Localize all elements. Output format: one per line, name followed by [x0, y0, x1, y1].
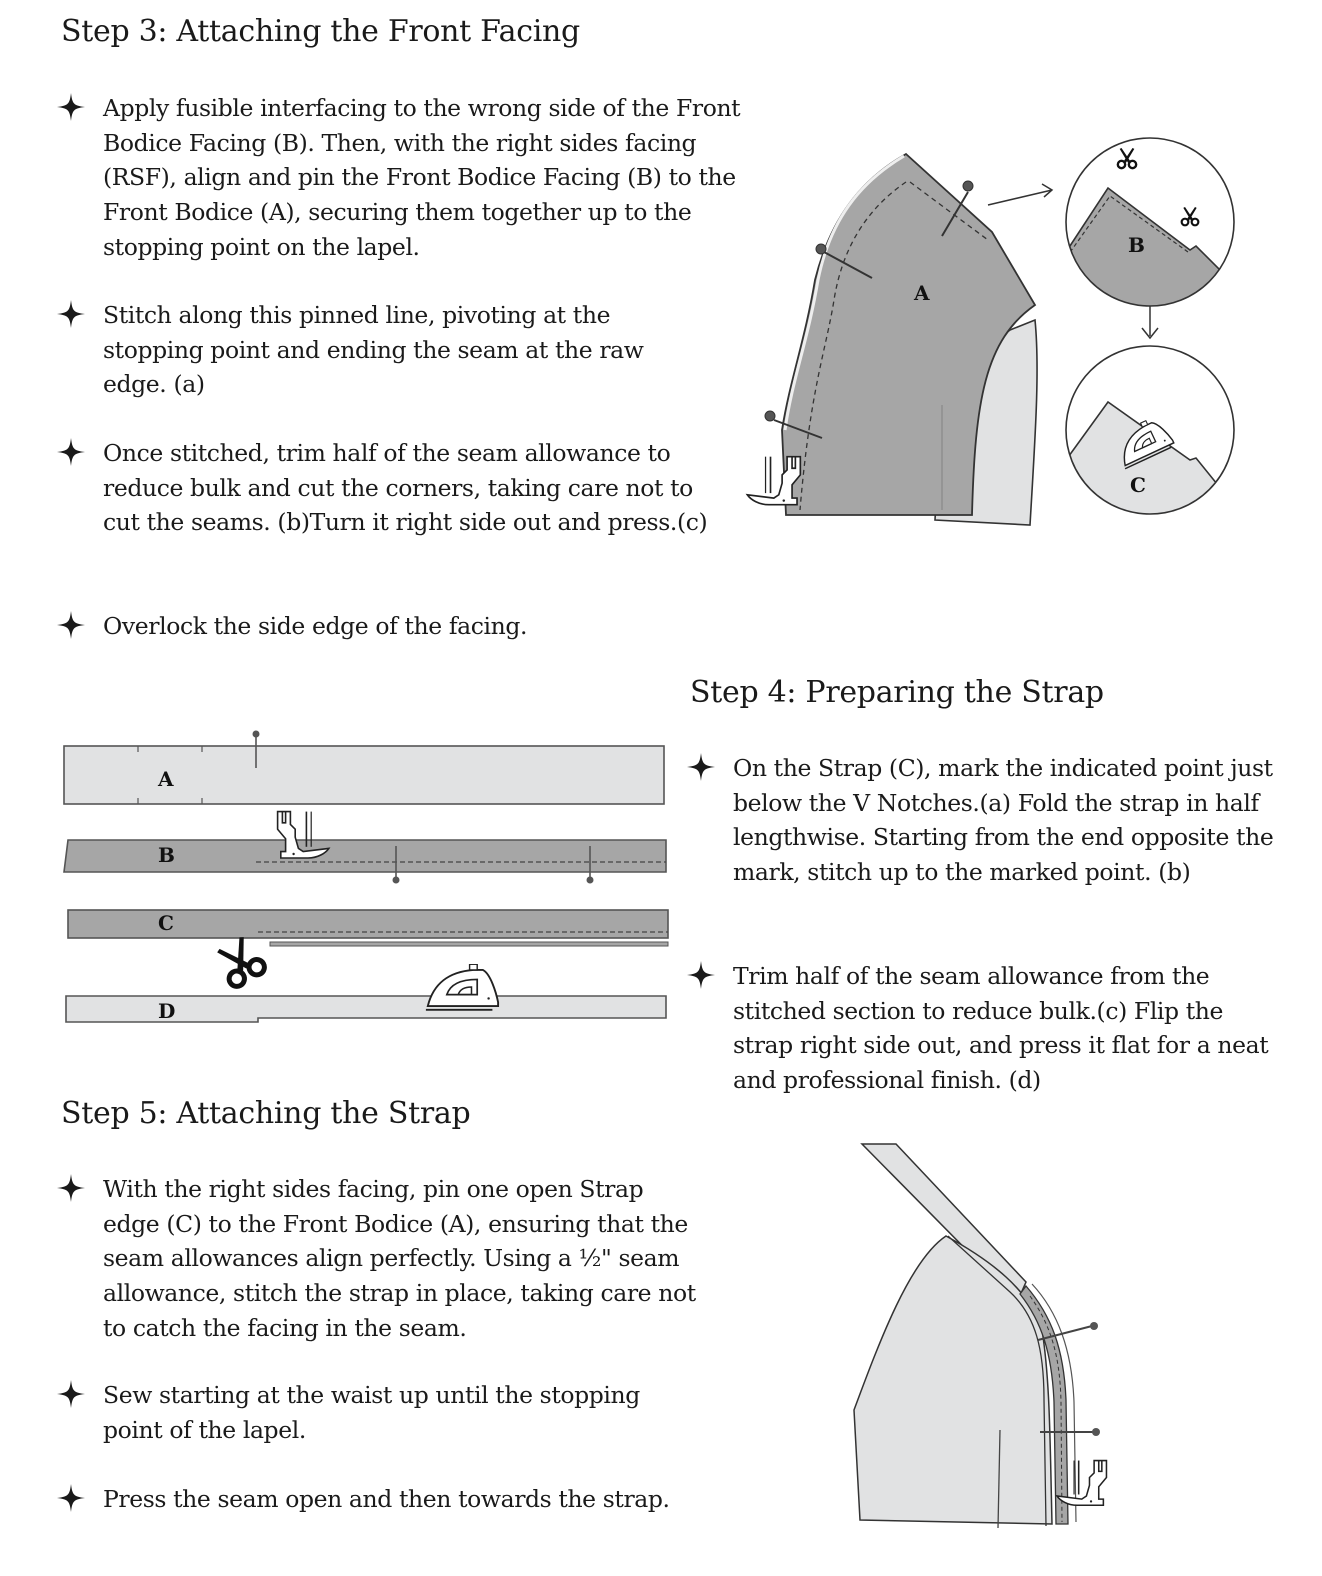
- step4-figure: [60, 726, 680, 1026]
- label-c: C: [1130, 473, 1146, 497]
- step5-bullet: [103, 1172, 703, 1346]
- four-point-star-icon: [57, 1380, 85, 1408]
- step3-bullet-text: Overlock the side edge of the facing.: [103, 612, 528, 640]
- step3-bullet-text: Apply fusible interfacing to the wrong side of the Front Bodice Facing (B). Then, with the right sides facing (RSF), align and pin the Front Bodice Facing (B) to the Front Bodice (A), securing them together up to the stopping point on the lapel.: [103, 94, 741, 261]
- iron-icon: [426, 964, 498, 1010]
- four-point-star-icon: [687, 753, 715, 781]
- step3-figure: [730, 140, 1250, 530]
- scissors-icon: [1182, 207, 1199, 225]
- step5-bullet-text: Sew starting at the waist up until the stopping point of the lapel.: [103, 1381, 640, 1444]
- scissors-icon: [213, 933, 267, 989]
- strap-a: [64, 746, 664, 804]
- four-point-star-icon: [57, 438, 85, 466]
- step4-bullet: [733, 959, 1273, 1098]
- step5-bullet: [103, 1482, 743, 1517]
- label-b: B: [1128, 233, 1145, 257]
- step5-heading: Step 5: Attaching the Strap: [61, 1096, 471, 1131]
- step4-heading: Step 4: Preparing the Strap: [690, 675, 1104, 710]
- step5-bullet-text: With the right sides facing, pin one open Strap edge (C) to the Front Bodice (A), ensuring that the seam allowances align perfectly. Using a ½" seam allowance, stitch the strap in place, taking care not to catch the facing in the seam.: [103, 1175, 696, 1342]
- label-d: D: [158, 999, 176, 1023]
- step3-bullet-text: Once stitched, trim half of the seam allowance to reduce bulk and cut the corners, taking care not to cut the seams. (b)Turn it right side out and press.(c): [103, 439, 708, 537]
- four-point-star-icon: [57, 611, 85, 639]
- label-c: C: [158, 911, 174, 935]
- step4-bullet: [733, 751, 1293, 890]
- presser-foot-icon: [278, 812, 329, 858]
- label-a: A: [914, 281, 930, 305]
- four-point-star-icon: [57, 1484, 85, 1512]
- step5-bullet: [103, 1378, 683, 1447]
- four-point-star-icon: [687, 961, 715, 989]
- label-a: A: [158, 767, 174, 791]
- arrow-icon: [1142, 302, 1158, 338]
- step5-figure: [830, 1140, 1130, 1560]
- four-point-star-icon: [57, 300, 85, 328]
- scissors-icon: [1118, 148, 1136, 168]
- step4-bullet-text: On the Strap (C), mark the indicated point just below the V Notches.(a) Fold the strap in half lengthwise. Starting from the end opposite the mark, stitch up to the marked point. (b): [733, 754, 1274, 887]
- step4-bullet-text: Trim half of the seam allowance from the stitched section to reduce bulk.(c) Flip the strap right side out, and press it flat for a neat and professional finish. (d): [733, 962, 1269, 1095]
- presser-foot-icon: [747, 457, 800, 505]
- strap-d: [66, 996, 666, 1022]
- four-point-star-icon: [57, 1174, 85, 1202]
- four-point-star-icon: [57, 93, 85, 121]
- step5-bullet-text: Press the seam open and then towards the strap.: [103, 1485, 670, 1513]
- label-b: B: [158, 843, 175, 867]
- strap-b: [64, 840, 666, 872]
- step3-heading: Step 3: Attaching the Front Facing: [61, 14, 580, 49]
- step3-bullet-text: Stitch along this pinned line, pivoting at the stopping point and ending the seam at the raw edge. (a): [103, 301, 644, 399]
- step3-bullet: [103, 91, 743, 265]
- step3-bullet: [103, 609, 703, 644]
- arrow-icon: [988, 184, 1052, 205]
- step3-bullet: [103, 298, 683, 402]
- step3-bullet: [103, 436, 713, 540]
